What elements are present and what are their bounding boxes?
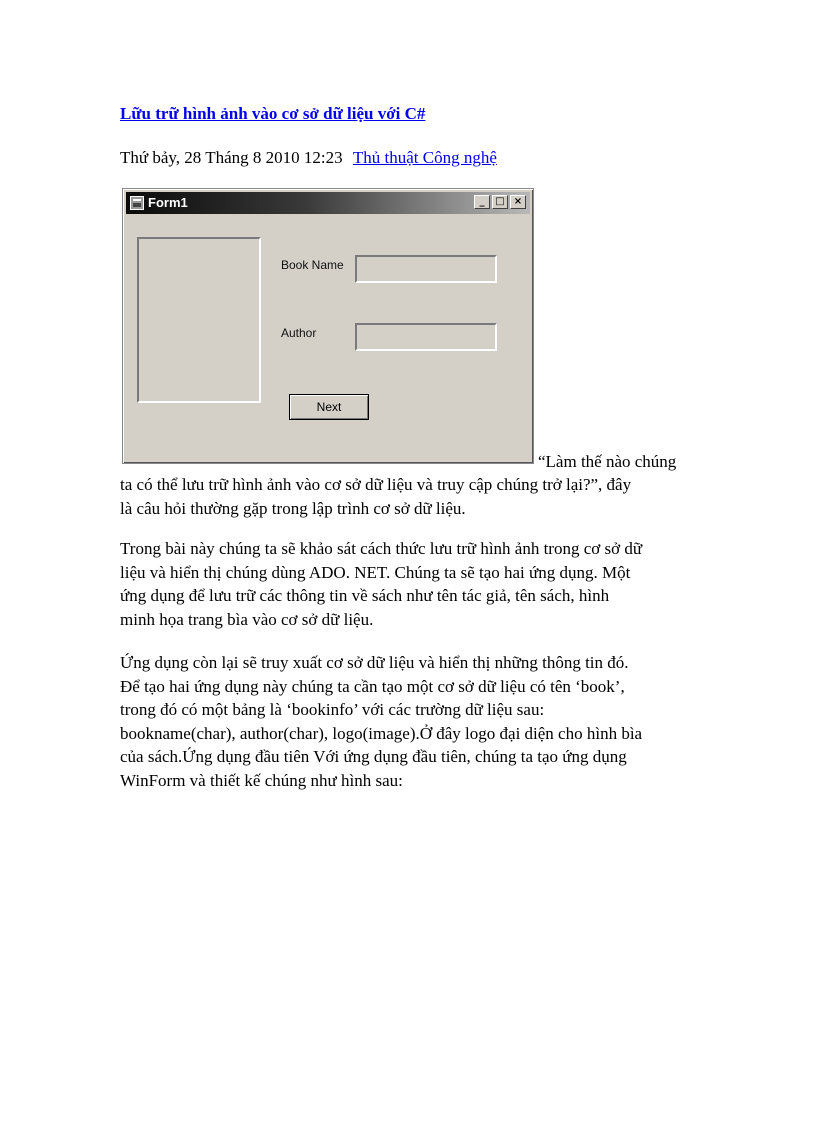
book-name-label: Book Name — [281, 258, 344, 272]
picture-box — [137, 237, 261, 403]
text-line: Ứng dụng còn lại sẽ truy xuất cơ sở dữ liệu và hiển thị những thông tin đó. — [120, 653, 629, 672]
text-line: Trong bài này chúng ta sẽ khảo sát cách thức lưu trữ hình ảnh trong cơ sở dữ — [120, 539, 643, 558]
book-name-input — [355, 255, 497, 283]
text-line: liệu và hiển thị chúng dùng ADO. NET. Chúng ta sẽ tạo hai ứng dụng. Một — [120, 562, 631, 582]
paragraph-1 — [120, 473, 720, 520]
author-input — [355, 323, 497, 351]
paragraph-2 — [120, 537, 720, 631]
form-titlebar — [126, 192, 530, 214]
text-line: WinForm và thiết kế chúng như hình sau: — [120, 770, 403, 790]
next-button: Next — [289, 394, 369, 420]
minimize-icon: _ — [474, 195, 490, 209]
article-meta — [120, 148, 497, 168]
paragraph-3 — [120, 651, 720, 792]
text-line: minh họa trang bìa vào cơ sở dữ liệu. — [120, 609, 374, 629]
text-line: trong đó có một bảng là ‘bookinfo’ với các trường dữ liệu sau: — [120, 700, 545, 719]
text-line: bookname(char), author(char), logo(image).Ở đây logo đại diện cho hình bìa — [120, 723, 643, 743]
form-screenshot — [122, 188, 534, 464]
maximize-icon: □ — [492, 195, 508, 209]
text-line: ứng dụng để lưu trữ các thông tin về sách như tên tác giả, tên sách, hình — [120, 586, 610, 605]
text-line: ta có thể lưu trữ hình ảnh vào cơ sở dữ liệu và truy cập chúng trở lại?”, đây — [120, 475, 632, 494]
form-title: Form1 — [148, 195, 188, 210]
text-line: Để tạo hai ứng dụng này chúng ta cần tạo một cơ sở dữ liệu có tên ‘book’, — [120, 676, 625, 696]
close-icon: × — [510, 195, 526, 209]
text-line: của sách.Ứng dụng đầu tiên Với ứng dụng đầu tiên, chúng ta tạo ứng dụng — [120, 747, 627, 766]
article-title-link[interactable]: Lữu trữ hình ảnh vào cơ sở dữ liệu với C# — [120, 104, 426, 123]
article-date: Thứ bảy, 28 Tháng 8 2010 12:23 — [120, 148, 343, 167]
paragraph-1-start: “Làm thế nào chúng — [538, 452, 677, 471]
category-link[interactable]: Thủ thuật Công nghệ — [352, 148, 497, 167]
window-controls — [474, 195, 526, 209]
form-app-icon — [130, 196, 144, 210]
text-line: là câu hỏi thường gặp trong lập trình cơ sở dữ liệu. — [120, 498, 466, 518]
author-label: Author — [281, 326, 317, 340]
